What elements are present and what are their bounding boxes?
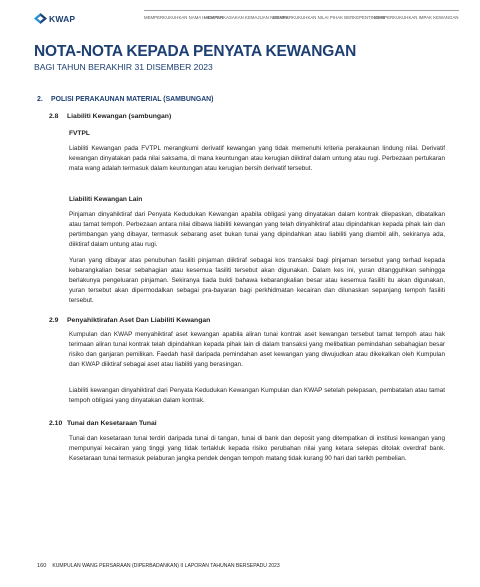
- paragraph-liabiliti-lain-2: Yuran yang dibayar atas penubuhan fasiliti pinjaman diiktiraf sebagai kos transaksi bagi pinjaman tersebut yang terhad kepada kebarangkalian besar sebahagian atau kesemua fasiliti tersebut akan digunakan. Dalam kes ini, yuran ditangguhkan sehingga berlakunya pengeluaran pinjaman. Sekiranya tiada bukti bahawa kebarangkalian besar atau kesemua fasiliti itu akan digunakan, yuran tersebut akan dipermodalkan sebagai pra-bayaran bagi perkhidmatan kecairan dan dilunaskan sepanjang tempoh fasiliti tersebut.: [69, 257, 445, 305]
- subsection-label: Tunai dan Kesetaraan Tunai: [67, 420, 157, 427]
- subsection-label: Penyahiktirafan Aset Dan Liabiliti Kewangan: [67, 317, 211, 324]
- heading-fvtpl: FVTPL: [69, 130, 90, 137]
- page-number: 160: [37, 563, 47, 569]
- subsection-2-9-heading: [49, 317, 210, 324]
- logo-text: KWAP: [49, 13, 76, 24]
- subsection-label: Liabiliti Kewangan (sambungan): [67, 113, 172, 120]
- nav-item-nama-hadapan: MEMPERKUKUHKAN NAMA HADAPAN: [144, 15, 224, 20]
- subsection-number: 2.10: [49, 420, 63, 427]
- section-number: 2.: [37, 96, 43, 103]
- paragraph-penyahiktirafan-1: Kumpulan dan KWAP menyahiktiraf aset kewangan apabila aliran tunai kontrak aset kewangan tersebut tamat tempoh atau hak terimaan aliran tunai kontrak telah dipindahkan kepada pihak lain di dalam transaksi yang melibatkan pemindahan sebahagian besar risiko dan ganjaran pemilikan. Faedah hasil daripada pemindahan aset kewangan yang diwujudkan atau dikekalkan oleh Kumpulan dan KWAP diiktiraf sebagai aset atau liabiliti yang berasingan.: [69, 331, 445, 369]
- subsection-2-10-heading: [49, 420, 157, 427]
- nav-item-impak-kewangan: MEMPERKUKUHKAN IMPAK KEWANGAN: [374, 15, 459, 20]
- page-header: [0, 0, 480, 34]
- kwap-logo: [34, 13, 75, 24]
- section-heading: [37, 96, 213, 103]
- page-subtitle: BAGI TAHUN BERAKHIR 31 DISEMBER 2023: [34, 62, 213, 72]
- page-title: NOTA-NOTA KEPADA PENYATA KEWANGAN: [34, 43, 357, 60]
- paragraph-liabiliti-lain-1: Pinjaman dinyahiktiraf dari Penyata Kedudukan Kewangan apabila obligasi yang dinyatakan dalam kontrak dilepaskan, dibatalkan atau tamat tempoh. Perbezaan antara nilai dibawa liabiliti kewangan yang telah dinyahiktiraf atau dipindahkan kepada pihak lain dan pertimbangan yang dibayar, termasuk sebarang aset bukan tunai yang dipindahkan atau liabiliti yang diambil alih, sekiranya ada, diiktiraf dalam untung atau rugi.: [69, 211, 445, 249]
- paragraph-fvtpl: Liabiliti Kewangan pada FVTPL merangkumi derivatif kewangan yang tidak memenuhi kriteria perakaunan lindung nilai. Derivatif kewangan dinyatakan pada nilai saksama, di mana keuntungan atau kerugian diiktiraf dalam untung atau rugi. Perbezaan pertukaran mata wang adalah termasuk dalam keuntungan atau kerugian bersih derivatif tersebut.: [69, 145, 445, 173]
- paragraph-tunai: Tunai dan kesetaraan tunai terdiri daripada tunai di tangan, tunai di bank dan deposit yang ditempatkan di institusi kewangan yang mempunyai kecairan yang tinggi yang tidak tertakluk kepada risiko perubahan nilai yang ketara selepas ditolak overdraf bank. Kesetaraan tunai termasuk pelaburan jangka pendek dengan tempoh matang tidak kurang 90 hari dari tarikh pembelian.: [69, 435, 445, 463]
- kwap-emblem-icon: [34, 13, 47, 24]
- subsection-number: 2.8: [49, 113, 59, 120]
- paragraph-penyahiktirafan-2: Liabiliti kewangan dinyahiktiraf dari Penyata Kedudukan Kewangan Kumpulan dan KWAP setelah pelepasan, pembatalan atau tamat tempoh obligasi yang dinyatakan dalam kontrak.: [69, 387, 445, 405]
- page-footer: [37, 563, 280, 569]
- section-label: POLISI PERAKAUNAN MATERIAL (SAMBUNGAN): [51, 96, 214, 103]
- footer-text: KUMPULAN WANG PERSARAAN (DIPERBADANKAN) II LAPORAN TAHUNAN BERSEPADU 2023: [52, 563, 280, 569]
- nav-item-nilai-pihak: MEMPERKUKUHKAN NILAI PIHAK BERKEPENTINGAN: [273, 15, 385, 20]
- heading-liabiliti-kewangan-lain: Liabiliti Kewangan Lain: [69, 196, 143, 203]
- subsection-number: 2.9: [49, 317, 59, 324]
- nav-item-kemajuan-negara: MEMPERKASAKAN KEMAJUAN NEGARA: [204, 15, 289, 20]
- subsection-2-8-heading: [49, 113, 171, 120]
